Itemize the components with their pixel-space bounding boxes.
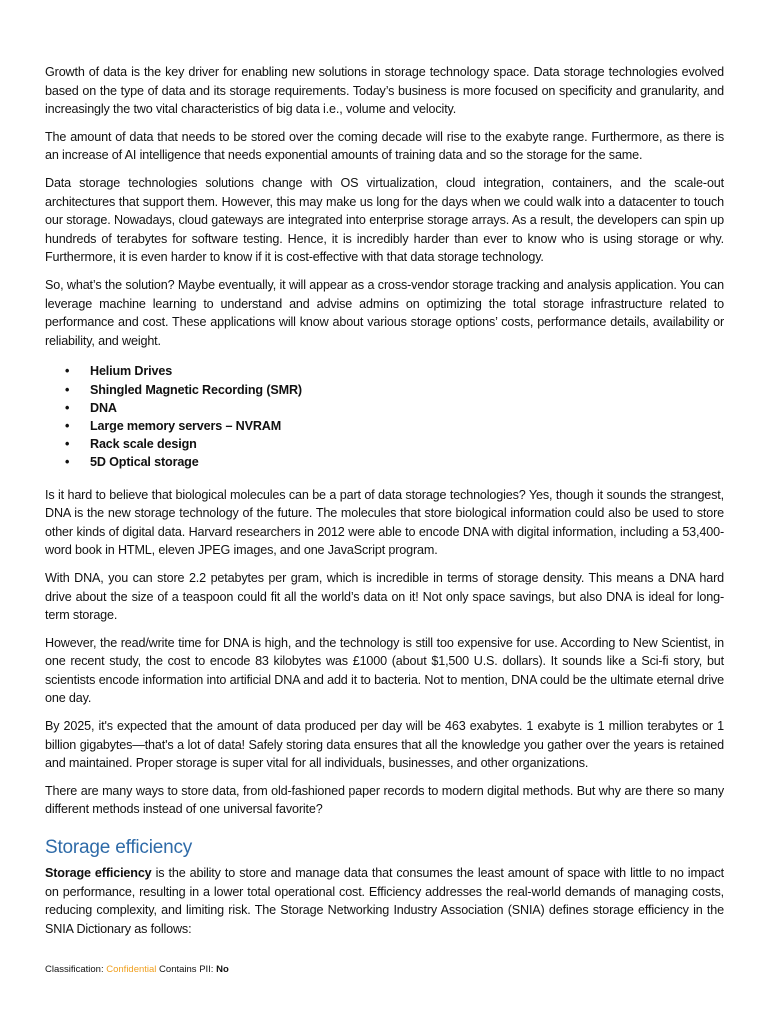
list-item [65, 435, 724, 453]
classification-label: Classification: [45, 964, 107, 975]
pii-label: Contains PII: [156, 964, 217, 975]
list-item [65, 381, 724, 399]
paragraph: Is it hard to believe that biological molecules can be a part of data storage technologies? Yes, though it sounds the strangest, DNA is the new storage technology of the future. The molecules that store biological information could also be used to store other kinds of digital data. Harvard researchers in 2012 were able to encode DNA with digital information, including a 53,400-word book in HTML, eleven JPEG images, and one JavaScript program. [45, 487, 724, 558]
technology-list [45, 362, 724, 471]
paragraph: So, what’s the solution? Maybe eventually, it will appear as a cross-vendor storage tracking and analysis application. You can leverage machine learning to understand and advise admins on optimizing the total storage infrastructure related to performance and cost. These applications will know about various storage options’ costs, performance details, availability or reliability, and weight. [45, 277, 724, 348]
paragraph: The amount of data that needs to be stored over the coming decade will rise to the exabyte range. Furthermore, as there is an increase of AI intelligence that needs exponential amounts of training data and so the storage for the same. [45, 129, 724, 163]
bullet-icon: • [65, 382, 70, 397]
paragraph: Data storage technologies solutions change with OS virtualization, cloud integration, containers, and the scale-out architectures that support them. However, this may make us long for the days when we could walk into a datacenter to touch our storage. Nowadays, cloud gateways are integrated into enterprise storage arrays. As a result, the developers can spin up hundreds of terabytes for software testing. Hence, it is incredibly harder than ever to know who is using storage or why. Furthermore, it is even harder to know if it is cost-effective with that data storage technology. [45, 175, 724, 265]
bullet-icon: • [65, 418, 70, 433]
pii-value: No [216, 964, 229, 975]
list-item-label: DNA [90, 400, 117, 415]
bullet-icon: • [65, 455, 70, 470]
list-item-label: Large memory servers – NVRAM [90, 418, 282, 433]
classification-footer [45, 963, 229, 977]
bullet-icon: • [65, 400, 70, 415]
list-item-label: 5D Optical storage [90, 455, 199, 470]
bullet-icon: • [65, 437, 70, 452]
section-heading: Storage efficiency [45, 837, 193, 859]
list-item [65, 362, 724, 380]
section-paragraph [45, 864, 724, 938]
list-item [65, 417, 724, 435]
lead-term: Storage efficiency [45, 866, 152, 881]
list-item-label: Helium Drives [90, 364, 173, 379]
list-item [65, 453, 724, 471]
list-item-label: Shingled Magnetic Recording (SMR) [90, 382, 302, 397]
paragraph: With DNA, you can store 2.2 petabytes per gram, which is incredible in terms of storage density. This means a DNA hard drive about the size of a teaspoon could fit all the world’s data on it! Not only space savings, but also DNA is ideal for long-term storage. [45, 570, 724, 623]
paragraph: Growth of data is the key driver for enabling new solutions in storage technology space. Data storage technologies evolved based on the type of data and its storage requirements. Today’s business is more focused on specificity and granularity, and increasingly the two vital characteristics of big data i.e., volume and velocity. [45, 65, 724, 117]
paragraph: By 2025, it's expected that the amount of data produced per day will be 463 exabytes. 1 exabyte is 1 million terabytes or 1 billion gigabytes—that's a lot of data! Safely storing data ensures that all the knowledge you gather over the years is retained and maintained. Proper storage is super vital for all individuals, businesses, and other organizations. [45, 719, 724, 771]
bullet-icon: • [65, 364, 70, 379]
paragraph: There are many ways to store data, from old-fashioned paper records to modern digital methods. But why are there so many different methods instead of one universal favorite? [45, 783, 724, 817]
list-item-label: Rack scale design [90, 437, 197, 452]
classification-value: Confidential [106, 964, 157, 975]
list-item [65, 399, 724, 417]
paragraph: However, the read/write time for DNA is high, and the technology is still too expensive for use. According to New Scientist, in one recent study, the cost to encode 83 kilobytes was £1000 (about $1,500 U.S. dollars). It sounds like a Sci-fi story, but scientists encode information into artificial DNA and add it to bacteria. Not to mention, DNA could be the ultimate eternal drive one day. [45, 635, 724, 706]
lead-text: is the ability to store and manage data that consumes the least amount of space with little to no impact on performance, resulting in a lower total operational cost. Efficiency addresses the real-world demands of managing costs, reducing complexity, and limiting risk. The Storage Networking Industry Association (SNIA) defines storage efficiency in the SNIA Dictionary as follows: [45, 866, 724, 936]
document-page [45, 63, 724, 947]
